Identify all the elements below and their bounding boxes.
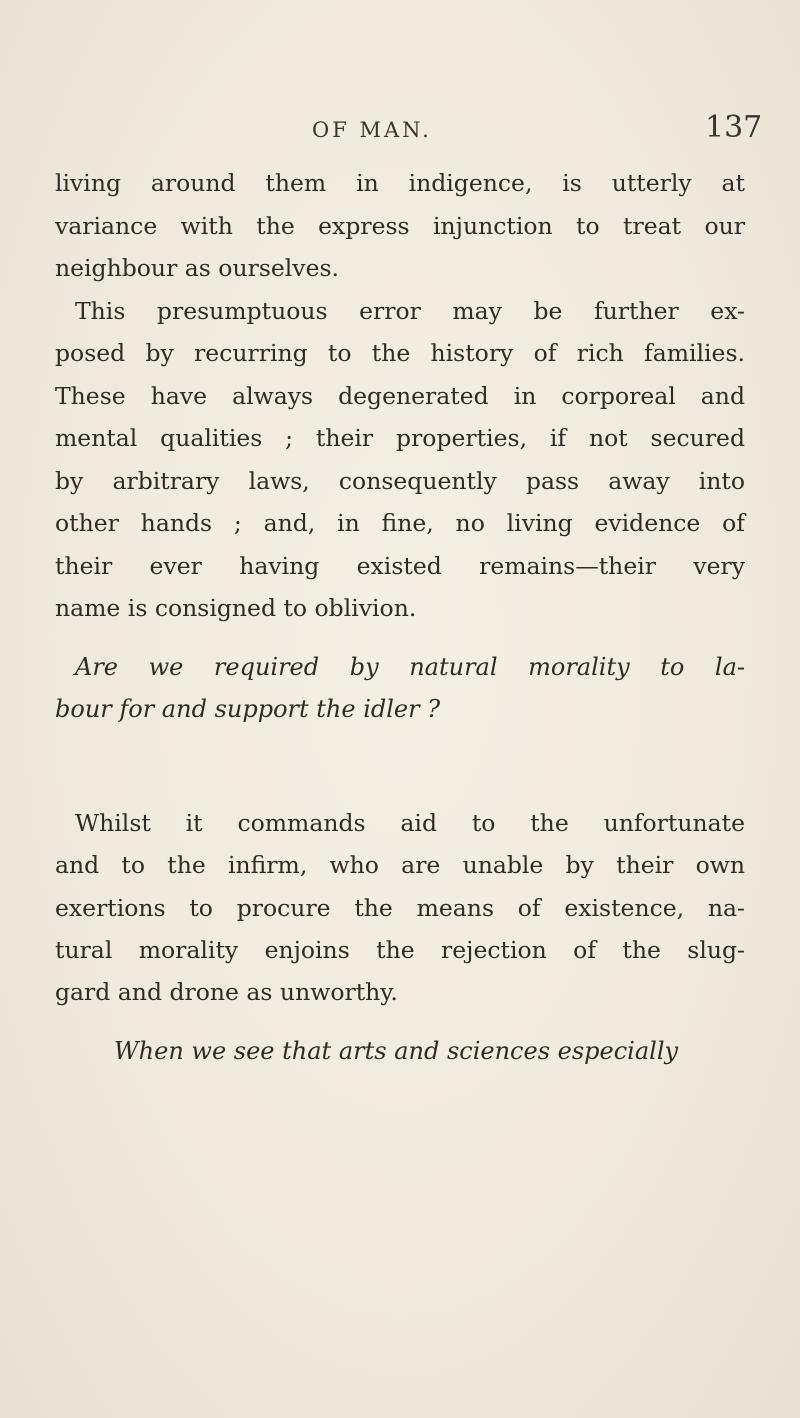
running-head: OF MAN. [312,118,432,142]
text-line: gard and drone as unworthy. [55,978,398,1007]
text-line: variance with the express injunction to treat our [55,211,745,240]
trailing-heading: When we see that arts and sciences especially [114,1037,679,1065]
text-line: posed by recurring to the history of rich families. [55,339,745,367]
text-line: These have always degenerated in corporeal and [55,381,745,410]
text-line: exertions to procure the means of existence, na- [55,893,745,922]
text-line: name is consigned to oblivion. [55,594,417,622]
section-heading [55,646,745,730]
heading-line: Are we required by natural morality to la- [75,653,745,681]
text-line: mental qualities ; their properties, if not secured [55,424,745,452]
body-text [55,162,745,630]
text-line: by arbitrary laws, consequently pass away into [55,466,745,495]
text-line: and to the infirm, who are unable by their own [55,851,745,880]
text-line: This presumptuous error may be further ex- [75,296,745,325]
text-line: living around them in indigence, is utterly at [55,169,745,197]
text-line: Whilst it commands aid to the unfortunate [75,809,745,837]
text-line: neighbour as ourselves. [55,254,340,282]
heading-line: bour for and support the idler ? [55,695,441,723]
page-number: 137 [705,110,763,145]
page-header [0,108,800,148]
text-line: tural morality enjoins the rejection of the slug- [55,935,745,964]
body-text-2 [55,802,745,1013]
text-line: other hands ; and, in fine, no living evidence of [55,509,745,537]
text-line: their ever having existed remains—their very [55,551,745,580]
